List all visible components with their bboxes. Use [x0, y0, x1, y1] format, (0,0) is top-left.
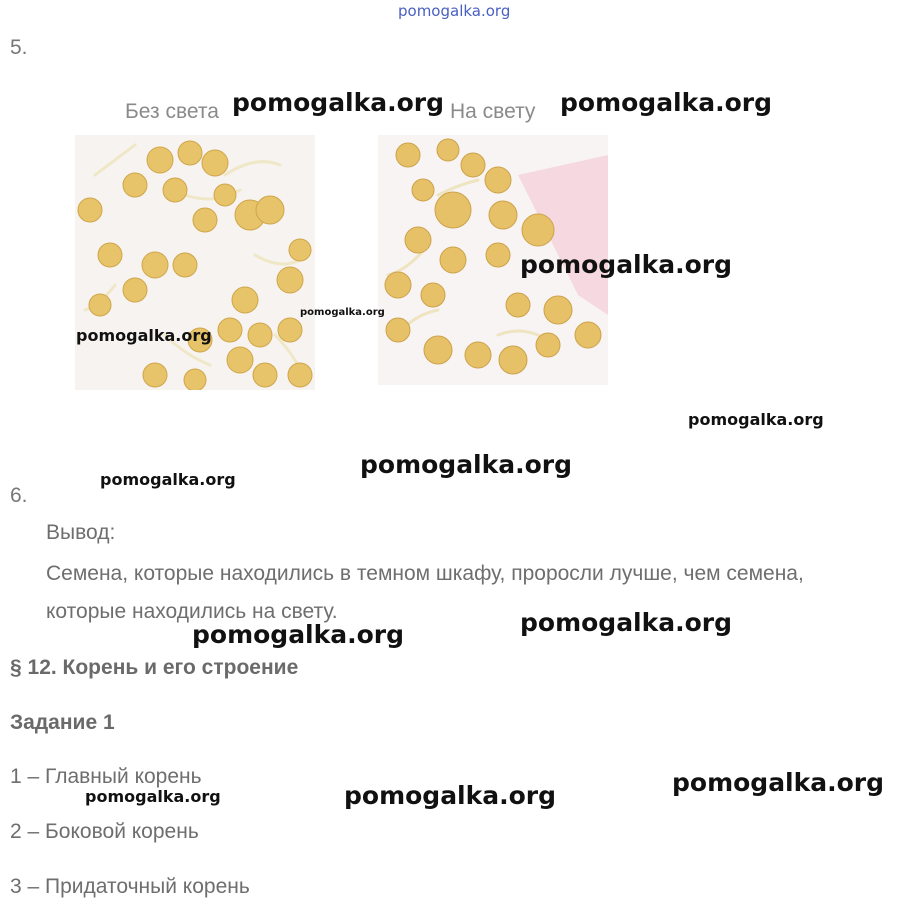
watermark: pomogalka.org [360, 450, 573, 479]
watermark: pomogalka.org [76, 326, 212, 345]
list-item-adventitious-root: 3 – Придаточный корень [10, 875, 250, 898]
section-title: § 12. Корень и его строение [10, 656, 299, 679]
photo-seeds-without-light [75, 135, 315, 390]
conclusion-line-2: которые находились на свету. [46, 600, 338, 623]
conclusion-label: Вывод: [46, 521, 116, 544]
task-title: Задание 1 [10, 711, 115, 734]
watermark: pomogalka.org [85, 787, 221, 806]
task-number-5: 5. [10, 36, 28, 59]
watermark: pomogalka.org [520, 608, 733, 637]
watermark: pomogalka.org [100, 470, 236, 489]
caption-with-light: На свету [450, 100, 536, 123]
watermark-top: pomogalka.org [398, 2, 511, 20]
list-item-main-root: 1 – Главный корень [10, 765, 202, 788]
conclusion-line-1: Семена, которые находились в темном шкафу, проросли лучше, чем семена, [46, 562, 804, 585]
watermark: pomogalka.org [344, 781, 557, 810]
task-number-6: 6. [10, 484, 28, 507]
caption-without-light: Без света [125, 100, 219, 123]
watermark: pomogalka.org [520, 250, 733, 279]
watermark: pomogalka.org [300, 307, 385, 318]
watermark: pomogalka.org [672, 768, 885, 797]
watermark: pomogalka.org [688, 410, 824, 429]
watermark: pomogalka.org [232, 88, 445, 117]
list-item-lateral-root: 2 – Боковой корень [10, 820, 199, 843]
watermark: pomogalka.org [560, 88, 773, 117]
watermark: pomogalka.org [192, 620, 405, 649]
